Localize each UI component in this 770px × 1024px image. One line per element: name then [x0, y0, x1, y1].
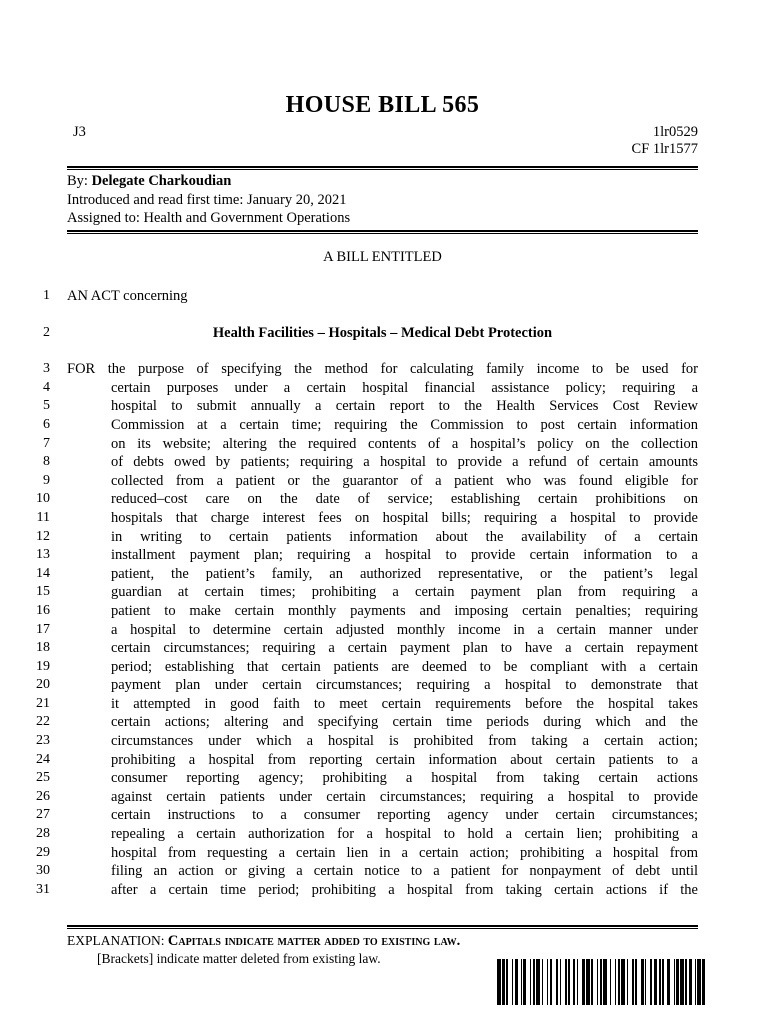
line-number: 17: [36, 621, 50, 637]
line-text: payment plan under certain circumstances; requiring a hospital to demonstrate that: [111, 677, 698, 694]
barcode-bar: [705, 959, 706, 1005]
bill-line: [0, 490, 770, 509]
bill-line: [0, 676, 770, 695]
bill-lines: [0, 287, 770, 899]
bill-line: [0, 453, 770, 472]
cf-lr-number: CF 1lr1577: [631, 140, 698, 157]
line-text: filing an action or giving a certain notice to a patient for nonpayment of debt until: [111, 863, 698, 880]
sponsor-block: [67, 172, 698, 228]
bill-line: [0, 360, 770, 379]
rule-footer: [67, 925, 698, 929]
bill-line: [0, 751, 770, 770]
bill-line: [0, 658, 770, 677]
line-text: circumstances under which a hospital is prohibited from taking a certain action;: [111, 733, 698, 750]
explanation-line-added: [67, 932, 698, 950]
line-number: 11: [36, 509, 50, 525]
line-number: 12: [36, 528, 50, 544]
line-number: 13: [36, 547, 50, 563]
line-text: a hospital to determine certain adjusted monthly income in a certain manner under: [111, 621, 698, 638]
bill-line: [0, 565, 770, 584]
line-number: 24: [36, 751, 50, 767]
line-number: 9: [43, 472, 50, 488]
rule-sponsor-top: [67, 166, 698, 170]
bill-line: [0, 862, 770, 881]
line-number: 20: [36, 677, 50, 693]
line-number: 3: [43, 361, 50, 377]
explanation-label: EXPLANATION:: [67, 933, 165, 948]
bill-line: [0, 825, 770, 844]
bill-entitled-heading: A BILL ENTITLED: [323, 249, 442, 265]
bill-line: [0, 324, 770, 343]
line-text: Health Facilities – Hospitals – Medical Debt Protection: [212, 324, 553, 341]
line-text: repealing a certain authorization for a hospital to hold a certain lien; prohibiting a: [111, 826, 698, 843]
line-number: 19: [36, 658, 50, 674]
bill-line: [0, 806, 770, 825]
line-text: installment payment plan; requiring a hospital to provide certain information to a: [111, 547, 698, 564]
line-number: 30: [36, 863, 50, 879]
line-text: consumer reporting agency; prohibiting a hospital from taking certain actions: [111, 770, 698, 787]
bill-line: [0, 509, 770, 528]
line-text: in writing to certain patients information about the availability of a certain: [111, 528, 698, 545]
line-text: guardian at certain times; prohibiting a certain payment plan from requiring a: [111, 584, 698, 601]
line-number: 21: [36, 695, 50, 711]
line-text: certain instructions to a consumer reporting agency under certain circumstances;: [111, 807, 698, 824]
line-number: 14: [36, 565, 50, 581]
line-text: collected from a patient or the guarantor of a patient who was found eligible for: [111, 472, 698, 489]
line-number: 5: [43, 398, 50, 414]
assigned-line: Assigned to: Health and Government Operations: [67, 210, 351, 226]
line-text: against certain patients under certain circumstances; requiring a hospital to provide: [111, 788, 698, 805]
bill-line: [0, 769, 770, 788]
line-text: on its website; altering the required contents of a hospital’s policy on the collection: [111, 435, 698, 452]
bill-line: [0, 732, 770, 751]
line-number: 18: [36, 640, 50, 656]
line-number: 2: [43, 324, 50, 340]
line-number: 27: [36, 807, 50, 823]
line-number: 29: [36, 844, 50, 860]
line-number: 10: [36, 491, 50, 507]
line-text: reduced–cost care on the date of service; establishing certain prohibitions on: [111, 491, 698, 508]
line-text: AN ACT concerning: [67, 288, 188, 304]
line-text: certain circumstances; requiring a certain payment plan to have a certain repayment: [111, 640, 698, 657]
drafter-code: J3: [73, 124, 86, 140]
line-text: patient to make certain monthly payments and imposing certain penalties; requiring: [111, 602, 698, 619]
bill-line: [0, 472, 770, 491]
line-number: 23: [36, 733, 50, 749]
explanation-brackets-note: [Brackets] indicate matter deleted from existing law.: [97, 951, 381, 966]
explanation-capitals-note: Capitals indicate matter added to existing law.: [167, 933, 461, 949]
lr-numbers: [632, 124, 698, 157]
bill-line: [0, 546, 770, 565]
bill-line: [0, 788, 770, 807]
line-text: period; establishing that certain patients are deemed to be compliant with a certain: [111, 658, 698, 675]
bill-line: [0, 695, 770, 714]
bill-line: [0, 528, 770, 547]
by-label: By:: [67, 173, 88, 189]
line-text: prohibiting a hospital from reporting certain information about certain patients to a: [111, 751, 698, 768]
bill-line: [0, 583, 770, 602]
line-number: 26: [36, 788, 50, 804]
lr-number: 1lr0529: [652, 124, 698, 140]
line-number: 4: [43, 379, 50, 395]
line-text: patient, the patient’s family, an authorized representative, or the patient’s legal: [111, 565, 698, 582]
line-text: hospital from requesting a certain lien in a certain action; prohibiting a hospital from: [111, 844, 698, 861]
introduced-line: Introduced and read first time: January 20, 2021: [67, 191, 347, 208]
line-number: 16: [36, 602, 50, 618]
line-text: after a certain time period; prohibiting a hospital from taking certain actions if the: [111, 881, 698, 898]
line-number: 22: [36, 714, 50, 730]
bill-line: [0, 639, 770, 658]
bill-line: [0, 621, 770, 640]
line-number: 7: [43, 435, 50, 451]
line-text: of debts owed by patients; requiring a hospital to provide a refund of certain amounts: [111, 454, 698, 471]
bill-line: [0, 602, 770, 621]
bill-line: [0, 435, 770, 454]
bill-line: [0, 287, 770, 306]
line-text: certain purposes under a certain hospital financial assistance policy; requiring a: [111, 379, 698, 396]
line-number: 31: [36, 881, 50, 897]
bill-line: [0, 713, 770, 732]
line-number: 6: [43, 416, 50, 432]
line-text: it attempted in good faith to meet certain requirements before the hospital takes: [111, 695, 698, 712]
line-text: hospitals that charge interest fees on hospital bills; requiring a hospital to provide: [111, 509, 698, 526]
line-text: Commission at a certain time; requiring the Commission to post certain information: [111, 416, 698, 433]
line-number: 25: [36, 770, 50, 786]
bill-line: [0, 397, 770, 416]
bill-line: [0, 881, 770, 900]
line-number: 8: [43, 454, 50, 470]
line-text: certain actions; altering and specifying certain time periods during which and the: [111, 714, 698, 731]
bill-line: [0, 379, 770, 398]
bill-line: [0, 844, 770, 863]
line-number: 15: [36, 584, 50, 600]
bill-line: [0, 416, 770, 435]
line-number: 1: [43, 288, 50, 303]
line-number: 28: [36, 826, 50, 842]
sponsor-name: Delegate Charkoudian: [91, 173, 232, 189]
line-text: hospital to submit annually a certain report to the Health Services Cost Review: [111, 398, 698, 415]
rule-sponsor-bottom: [67, 230, 698, 234]
by-line: [67, 172, 698, 191]
page-title: HOUSE BILL 565: [285, 92, 480, 118]
bill-barcode: [497, 959, 707, 1005]
line-text: FOR the purpose of specifying the method for calculating family income to be used for: [67, 361, 698, 378]
